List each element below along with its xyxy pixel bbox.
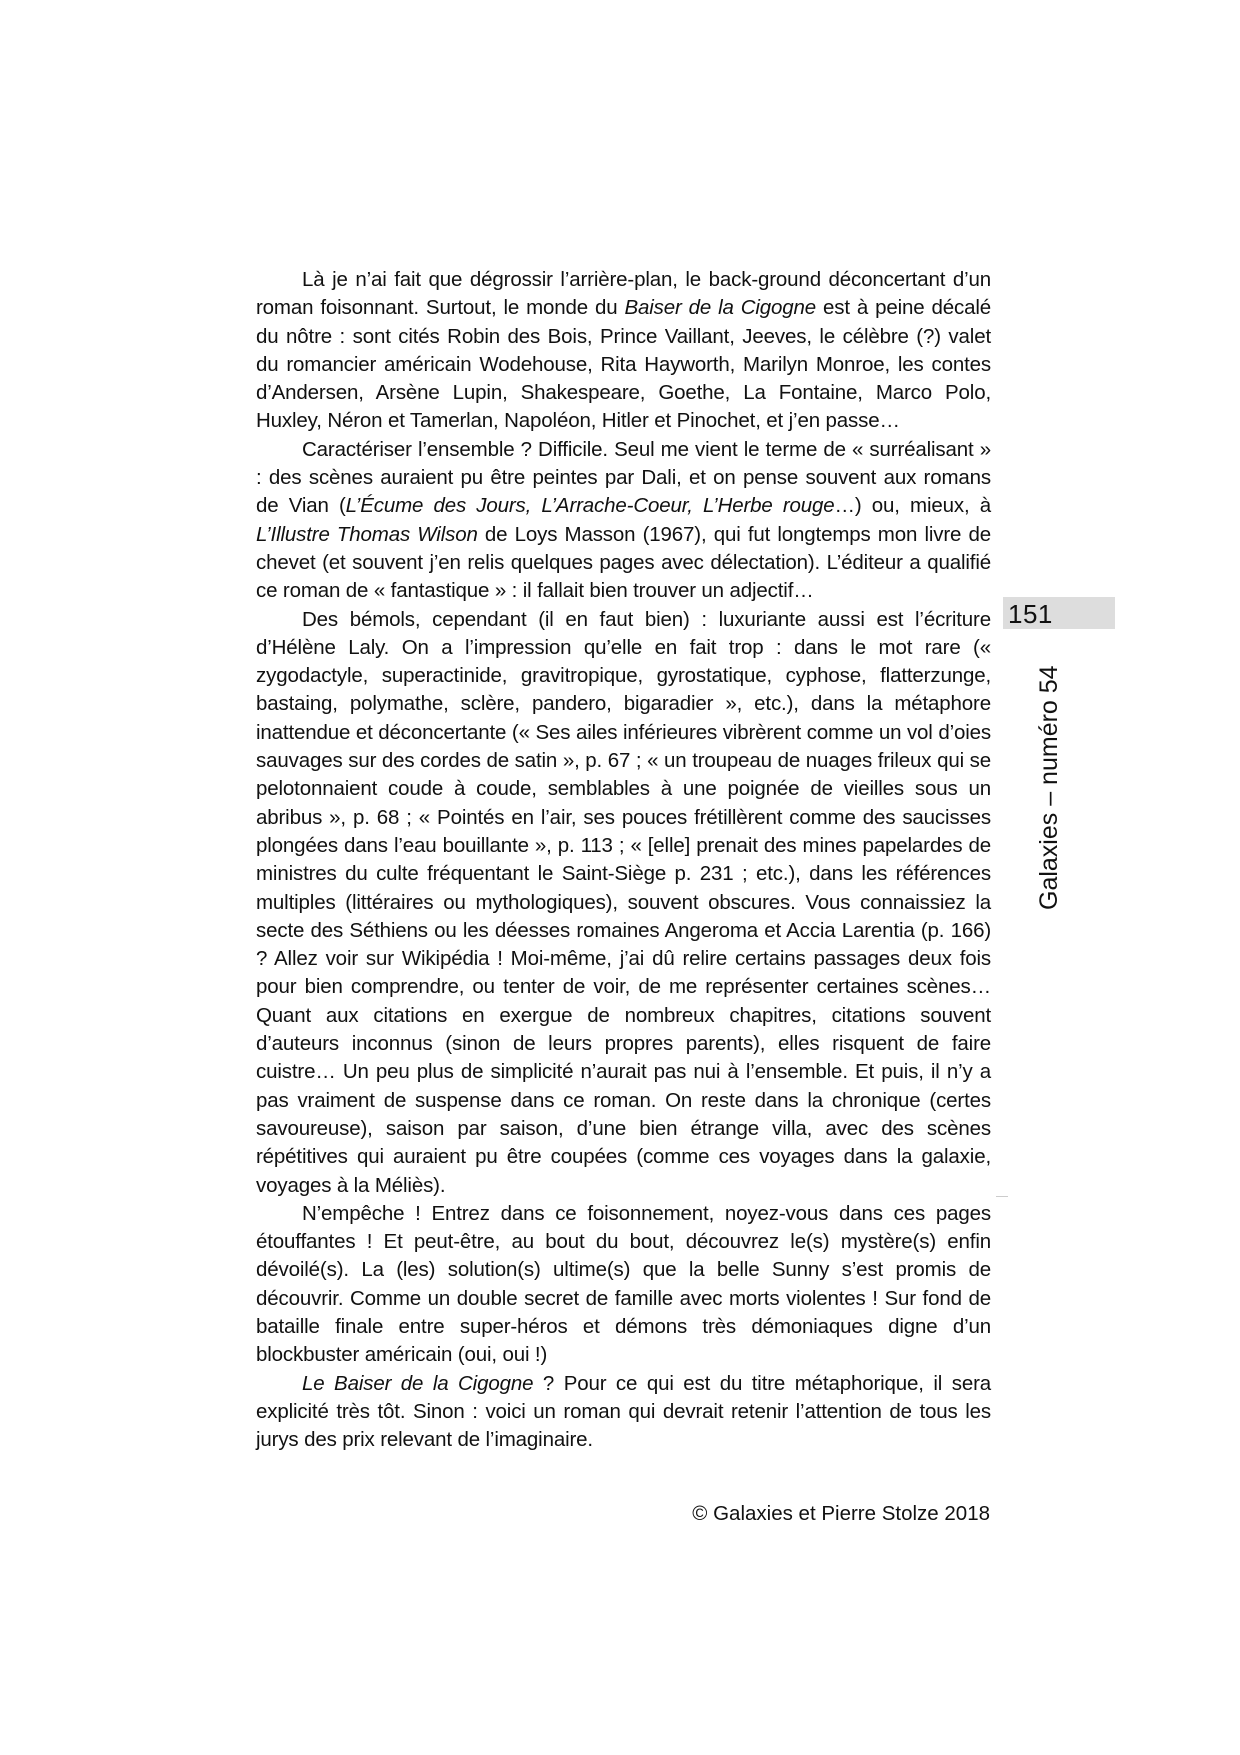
book-title-italic-2: Le Baiser de la Cigogne [302, 1371, 534, 1395]
vian-titles-italic: L’Écume des Jours, L’Arrache-Coeur, L’Herbe rouge [345, 494, 835, 518]
paragraph-1 [256, 266, 991, 436]
paragraph-2 [256, 436, 991, 606]
paragraph-1-text-c: est à peine décalé du nôtre : sont cités Robin des Bois, Prince Vaillant, Jeeves, le célèbre (?) valet du romancier américain Wodehouse, Rita Hayworth, Marilyn Monroe, les contes d’Andersen, Arsène Lupin, Shakespeare, Goethe, La Fontaine, Marco Polo, Huxley, Néron et Tamerlan, Napoléon, Hitler et Pinochet, et j’en passe… [256, 296, 991, 433]
paragraph-5 [256, 1370, 991, 1455]
running-title: Galaxies – numéro 54 [1035, 665, 1063, 910]
paragraph-4: N’empêche ! Entrez dans ce foisonnement, noyez-vous dans ces pages étouffantes ! Et peut-être, au bout du bout, découvrez le(s) mystère(s) enfin dévoilé(s). La (les) solution(s) ultime(s) que la belle Sunny s’est promis de découvrir. Comme un double secret de famille avec morts violentes ! Sur fond de bataille finale entre super-héros et démons très démoniaques digne d’un blockbuster américain (oui, oui !) [256, 1201, 991, 1367]
paragraph-5-text-b: ? Pour ce qui est du titre métaphorique, il sera explicité très tôt. Sinon : voici un roman qui devrait retenir l’attention de tous les jurys des prix relevant de l’imaginaire. [256, 1371, 991, 1452]
book-title-italic: Baiser de la Cigogne [624, 296, 817, 320]
masson-title-italic: L’Illustre Thomas Wilson [256, 522, 478, 546]
paragraph-1-text-a: Là je n’ai fait que dégrossir l’arrière-plan, le back-ground déconcertant d’un roman foisonnant. Surtout, le monde du [256, 268, 991, 320]
page-number: 151 [1008, 599, 1053, 629]
paragraph-2-text-e: de Loys Masson (1967), qui fut longtemps mon livre de chevet (et souvent j’en relis quelques pages avec délectation). L’éditeur a qualifié ce roman de « fantastique » : il fallait bien trouver un adjectif… [256, 522, 991, 603]
paragraph-2-text-a: Caractériser l’ensemble ? Difficile. Seul me vient le terme de « surréalisant » : des scènes auraient pu être peintes par Dali, et on pense souvent aux romans de Vian ( [256, 437, 991, 518]
paragraph-3: Des bémols, cependant (il en faut bien) : luxuriante aussi est l’écriture d’Hélène Laly. On a l’impression qu’elle en fait trop : dans le mot rare (« zygodactyle, superactinide, gravitropique, gyrostatique, cyphose, flatterzunge, bastaing, polymathe, sclère, pandero, bigaradier », etc.), dans la métaphore inattendue et déconcertante (« Ses ailes inférieures vibrèrent comme un vol d’oies sauvages sur des cordes de satin », p. 67 ; « un troupeau de nuages frileux qui se pelotonnaient coude à coude, semblables à une poignée de vieilles sous un abribus », p. 68 ; « Pointés en l’air, ses pouces frétillèrent comme des saucisses plongées dans l’eau bouillante », p. 113 ; « [elle] prenait des mines papelardes de ministres du culte fréquentant le Saint-Siège p. 231 ; etc.), dans les références multiples (littéraires ou mythologiques), souvent obscures. Vous connaissiez la secte des Séthiens ou les déesses romaines Angeroma et Accia Larentia (p. 166) ? Allez voir sur Wikipédia ! Moi-même, j’ai dû relire certains passages deux fois pour bien comprendre, ou tenter de voir, de me représenter certaines scènes… Quant aux citations en exergue de nombreux chapitres, citations souvent d’auteurs inconnus (sinon de leurs propres parents), elles risquent de faire cuistre… Un peu plus de simplicité n’aurait pas nui à l’ensemble. Et puis, il n’y a pas vraiment de suspense dans ce roman. On reste dans la chronique (certes savoureuse), saison par saison, d’une bien étrange villa, avec des scènes répétitives qui auraient pu être coupées (comme ces voyages dans la galaxie, voyages à la Méliès). [256, 607, 991, 1197]
copyright-notice: © Galaxies et Pierre Stolze 2018 [692, 1502, 990, 1525]
article-body [256, 266, 991, 1454]
paragraph-2-text-c: …) ou, mieux, à [834, 494, 991, 518]
margin-rule [996, 1196, 1008, 1197]
